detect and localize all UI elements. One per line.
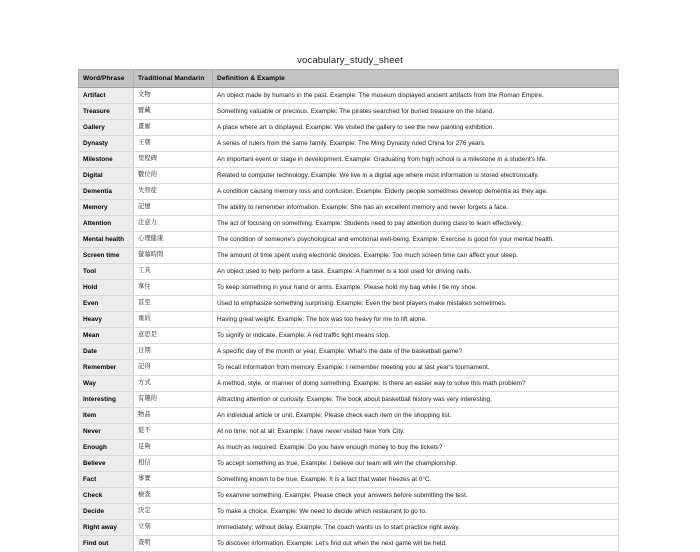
table-row — [79, 120, 619, 136]
table-row — [79, 344, 619, 360]
cell-mandarin: 重的 — [134, 312, 213, 328]
cell-mandarin: 里程碑 — [134, 152, 213, 168]
table-row — [79, 536, 619, 552]
table-row — [79, 456, 619, 472]
cell-word: Mean — [79, 328, 134, 344]
cell-word: Enough — [79, 440, 134, 456]
table-row — [79, 168, 619, 184]
table-row — [79, 312, 619, 328]
cell-mandarin: 失智症 — [134, 184, 213, 200]
cell-mandarin: 甚至 — [134, 296, 213, 312]
table-row — [79, 360, 619, 376]
cell-mandarin: 寶藏 — [134, 104, 213, 120]
cell-mandarin: 畫廊 — [134, 120, 213, 136]
table-row — [79, 232, 619, 248]
column-header-word: Word/Phrase — [79, 70, 134, 88]
cell-mandarin: 事實 — [134, 472, 213, 488]
vocabulary-table — [78, 69, 619, 552]
cell-word: Digital — [79, 168, 134, 184]
cell-word: Dementia — [79, 184, 134, 200]
cell-mandarin: 記憶 — [134, 200, 213, 216]
cell-definition: To make a choice. Example: We need to decide which restaurant to go to. — [213, 504, 619, 520]
cell-mandarin: 物品 — [134, 408, 213, 424]
page-title: vocabulary_study_sheet — [297, 55, 403, 66]
cell-definition: The ability to remember information. Example: She has an excellent memory and never forgets a face. — [213, 200, 619, 216]
cell-definition: A series of rulers from the same family. Example: The Ming Dynasty ruled China for 276 years. — [213, 136, 619, 152]
cell-definition: A method, style, or manner of doing something. Example: Is there an easier way to solve this math problem? — [213, 376, 619, 392]
cell-mandarin: 王朝 — [134, 136, 213, 152]
cell-mandarin: 從不 — [134, 424, 213, 440]
cell-mandarin: 記得 — [134, 360, 213, 376]
cell-definition: Attracting attention or curiosity. Example: The book about basketball history was very interesting. — [213, 392, 619, 408]
table-row — [79, 216, 619, 232]
table-row — [79, 328, 619, 344]
cell-word: Believe — [79, 456, 134, 472]
cell-definition: An important event or stage in development. Example: Graduating from high school is a milestone in a student's life. — [213, 152, 619, 168]
cell-mandarin: 方式 — [134, 376, 213, 392]
cell-mandarin: 拿住 — [134, 280, 213, 296]
cell-definition: The act of focusing on something. Example: Students need to pay attention during class to learn effectively. — [213, 216, 619, 232]
cell-word: Screen time — [79, 248, 134, 264]
table-row — [79, 200, 619, 216]
cell-word: Remember — [79, 360, 134, 376]
cell-definition: A specific day of the month or year. Example: What's the date of the basketball game? — [213, 344, 619, 360]
cell-definition: To accept something as true. Example: I believe our team will win the championship. — [213, 456, 619, 472]
cell-definition: A condition causing memory loss and confusion. Example: Elderly people sometimes develop dementia as they age. — [213, 184, 619, 200]
cell-definition: Used to emphasize something surprising. Example: Even the best players make mistakes sometimes. — [213, 296, 619, 312]
cell-word: Attention — [79, 216, 134, 232]
cell-definition: An individual article or unit. Example: Please check each item on the shopping list. — [213, 408, 619, 424]
table-row — [79, 88, 619, 104]
table-row — [79, 440, 619, 456]
cell-word: Date — [79, 344, 134, 360]
cell-mandarin: 心理健康 — [134, 232, 213, 248]
cell-definition: An object made by humans in the past. Example: The museum displayed ancient artifacts from the Roman Empire. — [213, 88, 619, 104]
cell-word: Check — [79, 488, 134, 504]
cell-word: Never — [79, 424, 134, 440]
table-row — [79, 184, 619, 200]
cell-word: Dynasty — [79, 136, 134, 152]
cell-word: Tool — [79, 264, 134, 280]
column-header-definition: Definition & Example — [213, 70, 619, 88]
cell-word: Right away — [79, 520, 134, 536]
cell-definition: A place where art is displayed. Example: We visited the gallery to see the new painting exhibition. — [213, 120, 619, 136]
table-row — [79, 472, 619, 488]
cell-word: Way — [79, 376, 134, 392]
table-row — [79, 376, 619, 392]
table-row — [79, 488, 619, 504]
vocabulary-table-container — [78, 69, 618, 552]
table-row — [79, 264, 619, 280]
table-row — [79, 280, 619, 296]
cell-word: Item — [79, 408, 134, 424]
cell-word: Artifact — [79, 88, 134, 104]
table-header — [79, 70, 619, 88]
cell-word: Mental health — [79, 232, 134, 248]
cell-definition: Something known to be true. Example: It is a fact that water freezes at 0°C. — [213, 472, 619, 488]
cell-word: Gallery — [79, 120, 134, 136]
cell-mandarin: 立刻 — [134, 520, 213, 536]
table-row — [79, 520, 619, 536]
cell-definition: To signify or indicate. Example: A red traffic light means stop. — [213, 328, 619, 344]
column-header-mandarin: Traditional Mandarin — [134, 70, 213, 88]
table-row — [79, 296, 619, 312]
cell-definition: The amount of time spent using electronic devices. Example: Too much screen time can affect your sleep. — [213, 248, 619, 264]
cell-mandarin: 注意力 — [134, 216, 213, 232]
table-header-row — [79, 70, 619, 88]
cell-mandarin: 日期 — [134, 344, 213, 360]
cell-definition: To keep something in your hand or arms. Example: Please hold my bag while I tie my shoe. — [213, 280, 619, 296]
table-row — [79, 248, 619, 264]
cell-definition: At no time; not at all. Example: I have never visited New York City. — [213, 424, 619, 440]
cell-definition: Something valuable or precious. Example: The pirates searched for buried treasure on the island. — [213, 104, 619, 120]
cell-mandarin: 意思是 — [134, 328, 213, 344]
cell-definition: Immediately; without delay. Example: The coach wants us to start practice right away. — [213, 520, 619, 536]
cell-definition: Having great weight. Example: The box was too heavy for me to lift alone. — [213, 312, 619, 328]
cell-word: Even — [79, 296, 134, 312]
table-row — [79, 136, 619, 152]
cell-mandarin: 檢查 — [134, 488, 213, 504]
cell-definition: The condition of someone's psychological and emotional well-being. Example: Exercise is good for your mental health. — [213, 232, 619, 248]
cell-word: Heavy — [79, 312, 134, 328]
table-row — [79, 504, 619, 520]
table-row — [79, 392, 619, 408]
cell-definition: To recall information from memory. Example: I remember meeting you at last year's tournament. — [213, 360, 619, 376]
cell-definition: Related to computer technology. Example: We live in a digital age where most information is stored electronically. — [213, 168, 619, 184]
cell-mandarin: 螢幕時間 — [134, 248, 213, 264]
cell-mandarin: 查明 — [134, 536, 213, 552]
cell-mandarin: 相信 — [134, 456, 213, 472]
cell-mandarin: 決定 — [134, 504, 213, 520]
cell-definition: To discover information. Example: Let's find out when the next game will be held. — [213, 536, 619, 552]
cell-word: Memory — [79, 200, 134, 216]
table-row — [79, 104, 619, 120]
table-body — [79, 88, 619, 552]
cell-mandarin: 文物 — [134, 88, 213, 104]
table-row — [79, 424, 619, 440]
cell-definition: To examine something. Example: Please check your answers before submitting the test. — [213, 488, 619, 504]
table-row — [79, 408, 619, 424]
cell-word: Treasure — [79, 104, 134, 120]
table-row — [79, 152, 619, 168]
cell-word: Hold — [79, 280, 134, 296]
cell-mandarin: 工具 — [134, 264, 213, 280]
cell-mandarin: 數位的 — [134, 168, 213, 184]
cell-word: Milestone — [79, 152, 134, 168]
cell-definition: An object used to help perform a task. Example: A hammer is a tool used for driving nails. — [213, 264, 619, 280]
cell-word: Decide — [79, 504, 134, 520]
cell-definition: As much as required. Example: Do you have enough money to buy the tickets? — [213, 440, 619, 456]
cell-mandarin: 有趣的 — [134, 392, 213, 408]
cell-mandarin: 足夠 — [134, 440, 213, 456]
cell-word: Find out — [79, 536, 134, 552]
cell-word: Fact — [79, 472, 134, 488]
cell-word: Interesting — [79, 392, 134, 408]
